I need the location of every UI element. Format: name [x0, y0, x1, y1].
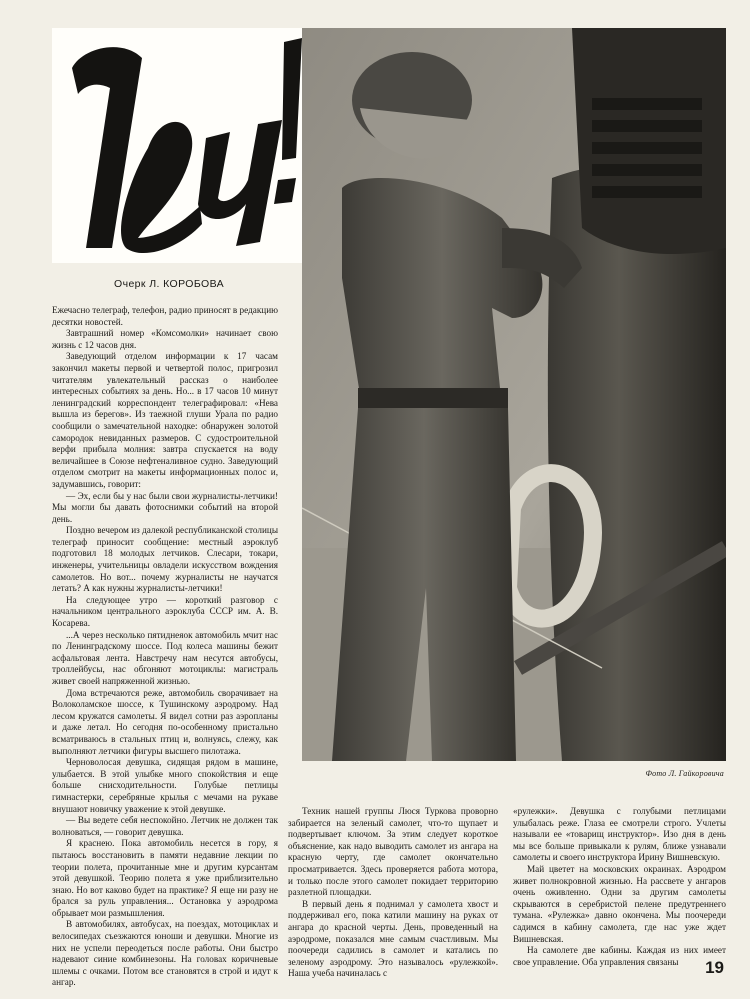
page-number: 19 [705, 958, 724, 977]
photograph-art [302, 28, 726, 761]
paragraph: — Эх, если бы у нас были свои журналисты-летчики! Мы могли бы давать фотоснимки событий на второй день. [52, 490, 278, 524]
title-lettering [52, 28, 302, 263]
paragraph: ...А через несколько пятиднеяок автомобиль мчит нас по Ленинградскому шоссе. Под колеса машины бежит асфальтовая лента. Навстречу нам несутся автобусы, троллейбусы, нас обгоняют мотоциклы: магистраль живет своей напряженной жизнью. [52, 629, 278, 686]
paragraph: Черноволосая девушка, сидящая рядом в машине, улыбается. В этой улыбке много спокойствия и еще больше снисходительности. Голубые петлицы гимнастерки, серебряные крылья с мечами на рукаве внушают новичку уважение к этой девушке. [52, 757, 278, 814]
article-column-left [52, 305, 278, 989]
title-lettering-art [52, 28, 302, 263]
paragraph: Май цветет на московских окраинах. Аэродром живет полнокровной жизнью. На рассвете у ангаров очень оживленно. Одни за другим самолеты скрываются в серебристой пелене предутреннего тумана. «Рулежка» давно окончена. Мы поочереди садимся в кабину самолета, где нас уже ждет Вишневская. [513, 863, 726, 944]
byline: Очерк Л. КОРОБОВА [114, 278, 225, 290]
paragraph: Заведующий отделом информации к 17 часам закончил макеты первой и четвертой полос, пригрозил читателям увлекательный рассказ о наиболее интересных событиях за день. Но... в 17 часов 10 минут ленинградский корреспондент телеграфировал: «Нева вышла из берегов». Из таежной глуши Урала по радио сообщили о замечательной находке: обнаружен золотой самородок невиданных размеров. С судостроительной верфи прибыла молния: завтра спускается на воду величайшее в Союзе нефтеналивное судно. Заведующий отделом смотрит на макеты информационных полос и, задумавшись, говорит: [52, 351, 278, 489]
paragraph: Дома встречаются реже, автомобиль сворачивает на Волоколамское шоссе, к Тушинскому аэродрому. Над лесом кружатся самолеты. Я видел сотни раз аэропланы и даже летал. Но сегодня по-особенному пристально всматриваюсь в стальных птиц и, волнуясь, слежу, как выполняют летчики фигуры высшего пилотажа. [52, 687, 278, 756]
pilot-photograph [302, 28, 726, 761]
paragraph: — Вы ведете себя неспокойно. Летчик не должен так волноваться, — говорит девушка. [52, 815, 278, 837]
article-column-middle [288, 806, 498, 980]
paragraph: В автомобилях, автобусах, на поездах, мотоциклах и велосипедах съезжаются юноши и девушки. Многие из них не успели переодеться после работы. Они быстро надевают синие комбинезоны. На головах коричневые шлемы с очками. Потом все становятся в строй и идут к ангар. [52, 919, 278, 988]
paragraph: В первый день я поднимал у самолета хвост и поддерживал его, пока катили машину на руках от ангара до красной черты. День, проведенный на аэродроме, показался мне самым счастливым. Мы поочереди садились в самолет и катались по зеленому аэродрому. Это называлось «рулежкой». Наша учеба начиналась с [288, 898, 498, 979]
article-column-right [513, 806, 726, 968]
paragraph: Я краснею. Пока автомобиль несется в гору, я пытаюсь восстановить в памяти недавние лекции по теории полета, прочитанные мне и другим курсантам этой девушкой. Теорию полета я уже приблизительно знаю. Но вот каково будет на практике? Я еще ни разу не брался за руль управления... Остановка у аэродрома обрывает мои размышления. [52, 838, 278, 918]
paragraph: Поздно вечером из далекой республиканской столицы телеграф приносит сообщение: местный аэроклуб подготовил 18 молодых летчиков. Слесари, токари, инженеры, учительницы овладели искусством вождения самолетов. Но вот... почему журналисты не научатся летать? А как нужны журналисты-летчики! [52, 525, 278, 594]
paragraph: На самолете две кабины. Каждая из них имеет свое управление. Оба управления связаны [513, 945, 726, 967]
paragraph-text: Ежечасно телеграф, телефон, радио приносят в редакцию десятки новостей. [52, 305, 278, 327]
paragraph [52, 305, 278, 328]
paragraph: Завтрашний номер «Комсомолки» начинает свою жизнь с 12 часов дня. [52, 328, 278, 350]
paragraph: «рулежки». Девушка с голубыми петлицами улыбалась реже. Глаза ее смотрели строго. Учлеты называли ее «товарищ инструктор». Изо дня в день мы все больше привыкали к рулям, ближе узнавали самолеты и своего инструктора Ирину Вишневскую. [513, 806, 726, 863]
photo-credit: Фото Л. Гайкоровича [645, 769, 724, 778]
paragraph: Техник нашей группы Люся Туркова проворно забирается на зеленый самолет, что-то щупает и подвертывает ключом. За этим следует короткое объяснение, как надо выводить самолет из ангара на красную черту, где самолет окончательно просматривается. Здесь проверяется работа мотора, и только после этого самолет покидает территорию разлетной площадки. [288, 806, 498, 898]
paragraph: На следующее утро — короткий разговор с начальником центрального аэроклуба СССР им. А. В. Косарева. [52, 594, 278, 629]
